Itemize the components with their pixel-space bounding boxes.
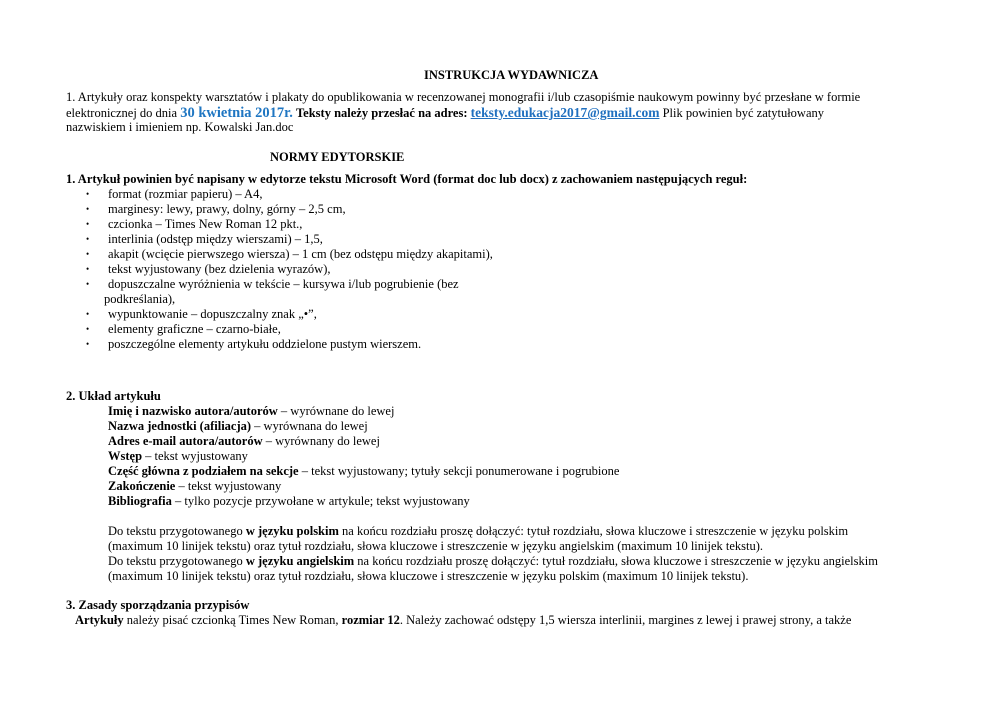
note-text: na końcu rozdziału proszę dołączyć: tytuł rozdziału, słowa kluczowe i streszczenie w języku angielskim xyxy=(354,554,878,568)
intro-line-1: 1. Artykuły oraz konspekty warsztatów i plakaty do opublikowania w recenzowanej monografii i/lub czasopiśmie naukowym powinny być przesłane w formie xyxy=(66,90,861,104)
layout-row-term: Adres e-mail autora/autorów xyxy=(108,434,263,448)
intro-line-2-end: Plik powinien być zatytułowany xyxy=(662,106,824,120)
layout-row-term: Wstęp xyxy=(108,449,143,463)
layout-row-term: Imię i nazwisko autora/autorów xyxy=(108,404,278,418)
english-text-note-line-1 xyxy=(108,554,878,569)
polish-text-note-line-2: (maximum 10 linijek tekstu) oraz tytuł rozdziału, słowa kluczowe i streszczenie w języku angielskim (maximum 10 linijek tekstu). xyxy=(108,539,764,553)
intro-line-3: nazwiskiem i imieniem np. Kowalski Jan.doc xyxy=(66,120,294,134)
bullet-icon: • xyxy=(86,279,90,289)
layout-row xyxy=(108,479,281,494)
layout-row xyxy=(108,494,470,509)
submission-email-link[interactable]: teksty.edukacja2017@gmail.com xyxy=(470,105,660,120)
bullet-icon: • xyxy=(86,324,90,334)
layout-row-desc: – tekst wyjustowany xyxy=(142,449,248,463)
layout-row xyxy=(108,449,248,464)
section2-heading: 2. Układ artykułu xyxy=(66,389,161,403)
norms-title: NORMY EDYTORSKIE xyxy=(270,150,405,164)
bullet-icon: • xyxy=(86,309,90,319)
intro-line-2 xyxy=(66,105,926,121)
bullet-icon: • xyxy=(86,339,90,349)
bullet-icon: • xyxy=(86,204,90,214)
layout-row xyxy=(108,434,380,449)
list-item: elementy graficzne – czarno-białe, xyxy=(108,322,281,336)
list-item: format (rozmiar papieru) – A4, xyxy=(108,187,263,201)
footnote-text: . Należy zachować odstępy 1,5 wiersza interlinii, margines z lewej i prawej strony, a także xyxy=(399,613,852,627)
layout-row xyxy=(108,419,368,434)
list-item: czcionka – Times New Roman 12 pkt., xyxy=(108,217,303,231)
intro-line-2-start: elektronicznej do dnia xyxy=(66,106,178,120)
layout-row-term: Zakończenie xyxy=(108,479,176,493)
layout-row xyxy=(108,404,394,419)
list-item: interlinia (odstęp między wierszami) – 1,5, xyxy=(108,232,323,246)
note-language: w języku polskim xyxy=(245,524,339,538)
layout-row-desc: – wyrównane do lewej xyxy=(277,404,395,418)
layout-row-desc: – wyrównana do lewej xyxy=(251,419,368,433)
section3-heading: 3. Zasady sporządzania przypisów xyxy=(66,598,250,612)
layout-row-term: Nazwa jednostki (afiliacja) xyxy=(108,419,252,433)
list-item: marginesy: lewy, prawy, dolny, górny – 2,5 cm, xyxy=(108,202,346,216)
footnote-rules-line xyxy=(75,613,926,628)
list-item: wypunktowanie – dopuszczalny znak „•”, xyxy=(108,307,317,321)
section1-heading: 1. Artykuł powinien być napisany w edytorze tekstu Microsoft Word (format doc lub docx) z zachowaniem następujących reguł: xyxy=(66,172,748,186)
footnote-term: Artykuły xyxy=(75,613,124,627)
deadline-date: 30 kwietnia 2017r. xyxy=(180,105,293,121)
layout-row-desc: – wyrównany do lewej xyxy=(262,434,380,448)
layout-row-desc: – tekst wyjustowany xyxy=(175,479,282,493)
footnote-text: należy pisać czcionką Times New Roman, xyxy=(123,613,342,627)
bullet-icon: • xyxy=(86,249,90,259)
layout-row xyxy=(108,464,619,479)
english-text-note-line-2: (maximum 10 linijek tekstu) oraz tytuł rozdziału, słowa kluczowe i streszczenie w języku polskim (maximum 10 linijek tekstu). xyxy=(108,569,749,583)
list-item: akapit (wcięcie pierwszego wiersza) – 1 cm (bez odstępu między akapitami), xyxy=(108,247,493,261)
list-item: poszczególne elementy artykułu oddzielone pustym wierszem. xyxy=(108,337,422,351)
note-text: na końcu rozdziału proszę dołączyć: tytuł rozdziału, słowa kluczowe i streszczenie w języku polskim xyxy=(338,524,849,538)
note-text: Do tekstu przygotowanego xyxy=(108,554,246,568)
bullet-icon: • xyxy=(86,189,90,199)
bullet-icon: • xyxy=(86,234,90,244)
document-title: INSTRUKCJA WYDAWNICZA xyxy=(424,68,599,82)
layout-row-desc: – tekst wyjustowany; tytuły sekcji ponumerowane i pogrubione xyxy=(298,464,620,478)
bullet-icon: • xyxy=(86,219,90,229)
list-item: tekst wyjustowany (bez dzielenia wyrazów), xyxy=(108,262,331,276)
bullet-icon: • xyxy=(86,264,90,274)
note-language: w języku angielskim xyxy=(245,554,355,568)
footnote-size: rozmiar 12 xyxy=(341,613,400,627)
layout-row-desc: – tylko pozycje przywołane w artykule; tekst wyjustowany xyxy=(171,494,470,508)
layout-row-term: Część główna z podziałem na sekcje xyxy=(108,464,299,478)
polish-text-note-line-1 xyxy=(108,524,848,539)
list-item-continuation: podkreślania), xyxy=(104,292,176,306)
list-item: dopuszczalne wyróżnienia w tekście – kursywa i/lub pogrubienie (bez xyxy=(108,277,459,291)
submission-instruction: Teksty należy przesłać na adres: xyxy=(295,106,468,120)
note-text: Do tekstu przygotowanego xyxy=(108,524,246,538)
layout-row-term: Bibliografia xyxy=(108,494,172,508)
